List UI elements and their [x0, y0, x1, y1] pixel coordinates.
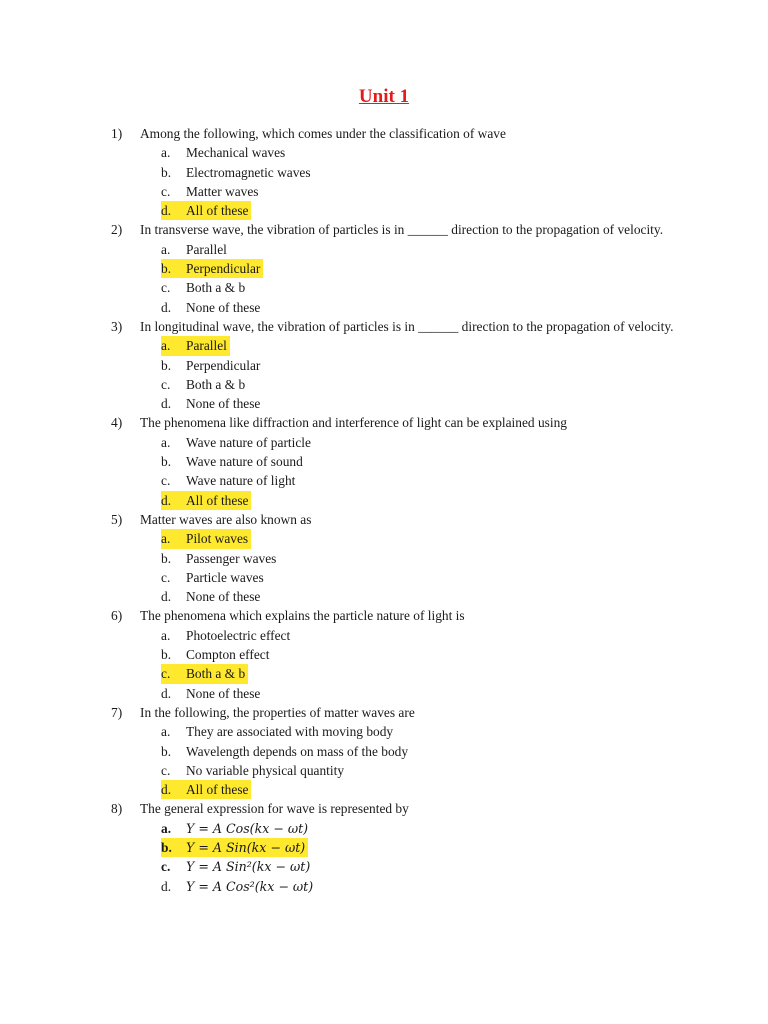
option-text: Wavelength depends on mass of the body	[186, 743, 409, 759]
option-a	[161, 433, 691, 452]
option-label: d.	[161, 685, 172, 701]
option-label: c.	[161, 376, 171, 392]
option-a-answer	[161, 336, 230, 355]
question-6	[111, 606, 691, 702]
option-text: Photoelectric effect	[186, 627, 291, 643]
question-text: In transverse wave, the vibration of particles is in ______ direction to the propagation of velocity.	[140, 222, 664, 238]
option-c	[161, 568, 691, 587]
question-number: 1)	[111, 126, 123, 141]
option-b-answer	[161, 259, 263, 278]
option-label: c.	[161, 280, 171, 296]
option-label: a.	[161, 724, 171, 740]
option-label: a.	[161, 145, 171, 161]
option-a	[161, 240, 691, 259]
option-label: c.	[161, 666, 171, 682]
question-3	[111, 317, 691, 413]
option-label: b.	[161, 743, 172, 759]
option-text: Both a & b	[186, 666, 246, 682]
wave-equation: Y = A Cos(kx − ωt)	[186, 820, 309, 836]
wave-equation: Y = A Cos²(kx − ωt)	[186, 878, 314, 894]
option-text: None of these	[186, 685, 261, 701]
option-text: All of these	[186, 782, 249, 798]
option-text: None of these	[186, 396, 261, 412]
question-number: 6)	[111, 608, 123, 624]
option-a	[161, 722, 691, 741]
question-1	[111, 124, 691, 220]
question-number: 7)	[111, 704, 123, 720]
option-label: c.	[161, 569, 171, 585]
option-text: All of these	[186, 203, 249, 219]
option-d	[161, 298, 691, 317]
option-label: b.	[161, 647, 172, 663]
option-label: a.	[161, 241, 171, 257]
option-text: Compton effect	[186, 647, 270, 663]
option-c	[161, 471, 691, 490]
wave-equation: Y = A Sin(kx − ωt)	[186, 839, 306, 855]
option-text: Matter waves	[186, 183, 259, 199]
option-a	[161, 143, 691, 162]
option-d	[161, 877, 691, 896]
option-text: Electromagnetic waves	[186, 164, 311, 180]
option-d	[161, 587, 691, 606]
question-5	[111, 510, 691, 606]
option-label: a.	[161, 434, 171, 450]
question-number: 8)	[111, 801, 123, 817]
option-text: None of these	[186, 589, 261, 605]
option-b	[161, 452, 691, 471]
option-text: None of these	[186, 299, 261, 315]
question-text: Among the following, which comes under the classification of wave	[140, 126, 506, 141]
option-label: d.	[161, 492, 172, 508]
option-text: No variable physical quantity	[186, 762, 345, 778]
option-text: Perpendicular	[186, 261, 261, 277]
option-b-answer	[161, 838, 308, 857]
question-text: The phenomena like diffraction and interference of light can be explained using	[140, 415, 567, 431]
question-8	[111, 799, 691, 895]
question-number: 4)	[111, 415, 123, 431]
option-label: b.	[161, 550, 172, 566]
question-2	[111, 220, 691, 316]
option-c	[161, 375, 691, 394]
wave-equation: Y = A Sin²(kx − ωt)	[186, 859, 311, 875]
option-label: c.	[161, 183, 171, 199]
option-text: Perpendicular	[186, 357, 261, 373]
option-label: c.	[161, 859, 171, 875]
option-text: Passenger waves	[186, 550, 277, 566]
option-label: a.	[161, 531, 171, 547]
question-list	[111, 124, 691, 896]
option-label: d.	[161, 299, 172, 315]
option-label: c.	[161, 762, 171, 778]
option-d-answer	[161, 491, 251, 510]
option-a	[161, 626, 691, 645]
option-label: d.	[161, 396, 172, 412]
option-text: Parallel	[186, 241, 227, 257]
question-number: 3)	[111, 318, 123, 334]
option-d	[161, 394, 691, 413]
option-c	[161, 761, 691, 780]
option-c-answer	[161, 664, 248, 683]
question-number: 2)	[111, 222, 123, 238]
option-text: Pilot waves	[186, 531, 249, 547]
option-a-answer	[161, 529, 251, 548]
option-b	[161, 742, 691, 761]
option-label: d.	[161, 203, 172, 219]
question-text: The phenomena which explains the particle nature of light is	[140, 608, 465, 624]
option-d-answer	[161, 201, 251, 220]
option-c	[161, 278, 691, 297]
option-label: b.	[161, 164, 172, 180]
question-7	[111, 703, 691, 799]
question-4	[111, 413, 691, 509]
option-label: d.	[161, 782, 172, 798]
question-text: In the following, the properties of matter waves are	[140, 704, 415, 720]
option-text: Particle waves	[186, 569, 264, 585]
option-text: Wave nature of particle	[186, 434, 311, 450]
option-label: b.	[161, 357, 172, 373]
option-label: b.	[161, 839, 172, 855]
page-title: Unit 1	[358, 86, 410, 107]
option-label: d.	[161, 589, 172, 605]
option-b	[161, 645, 691, 664]
option-label: a.	[161, 627, 171, 643]
option-a	[161, 819, 691, 838]
option-label: b.	[161, 261, 172, 277]
option-text: Wave nature of sound	[186, 454, 303, 470]
option-text: Mechanical waves	[186, 145, 286, 161]
option-label: b.	[161, 454, 172, 470]
option-text: Parallel	[186, 338, 227, 354]
question-number: 5)	[111, 511, 123, 527]
option-label: a.	[161, 820, 172, 836]
option-c	[161, 182, 691, 201]
option-label: d.	[161, 878, 172, 894]
option-text: They are associated with moving body	[186, 724, 394, 740]
option-b	[161, 549, 691, 568]
option-c	[161, 857, 691, 876]
option-d-answer	[161, 780, 251, 799]
question-text: In longitudinal wave, the vibration of particles is in ______ direction to the propagation of velocity.	[140, 318, 674, 334]
option-label: a.	[161, 338, 171, 354]
option-text: All of these	[186, 492, 249, 508]
option-label: c.	[161, 473, 171, 489]
option-d	[161, 684, 691, 703]
question-text: The general expression for wave is represented by	[140, 801, 409, 817]
option-text: Both a & b	[186, 376, 246, 392]
option-text: Both a & b	[186, 280, 246, 296]
option-b	[161, 356, 691, 375]
option-text: Wave nature of light	[186, 473, 296, 489]
option-b	[161, 163, 691, 182]
question-text: Matter waves are also known as	[140, 511, 312, 527]
